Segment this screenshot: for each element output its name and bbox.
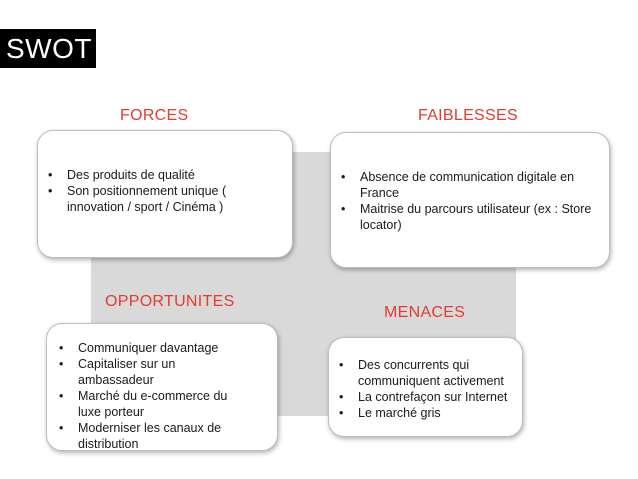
list-item: • Marché du e-commerce du luxe porteur [59, 389, 228, 419]
slide-title: SWOT [0, 29, 96, 68]
opportunites-list [57, 340, 269, 452]
forces-list [46, 167, 282, 215]
list-item: • Le marché gris [339, 406, 441, 420]
faiblesses-box [330, 132, 610, 268]
menaces-list [337, 357, 516, 421]
bullet-icon: • [59, 389, 64, 403]
list-item: • Moderniser les canaux de distribution [59, 421, 222, 451]
faiblesses-heading: FAIBLESSES [418, 107, 518, 124]
bullet-icon: • [339, 406, 344, 420]
list-item: • La contrefaçon sur Internet [339, 390, 508, 404]
menaces-box [328, 337, 523, 437]
bullet-icon: • [48, 184, 53, 198]
list-item: • Son positionnement unique ( innovation / sport / Cinéma ) [48, 184, 227, 214]
bullet-icon: • [341, 170, 346, 184]
bullet-icon: • [339, 358, 344, 372]
bullet-icon: • [339, 390, 344, 404]
bullet-icon: • [59, 421, 64, 435]
bullet-icon: • [48, 168, 53, 182]
opportunites-box [46, 323, 278, 451]
forces-heading: FORCES [120, 107, 189, 124]
bullet-icon: • [59, 357, 64, 371]
bullet-icon: • [341, 202, 346, 216]
list-item: • Communiquer davantage [59, 341, 219, 355]
list-item: • Capitaliser sur un ambassadeur [59, 357, 176, 387]
menaces-heading: MENACES [384, 304, 466, 321]
list-item: • Des concurrents qui communiquent activement [339, 358, 504, 388]
bullet-icon: • [59, 341, 64, 355]
faiblesses-list [339, 169, 599, 233]
list-item: • Absence de communication digitale en France [341, 170, 575, 200]
list-item: • Des produits de qualité [48, 168, 195, 182]
forces-box [37, 130, 293, 258]
list-item: • Maitrise du parcours utilisateur (ex : Store locator) [341, 202, 592, 232]
opportunites-heading: OPPORTUNITES [105, 293, 235, 310]
